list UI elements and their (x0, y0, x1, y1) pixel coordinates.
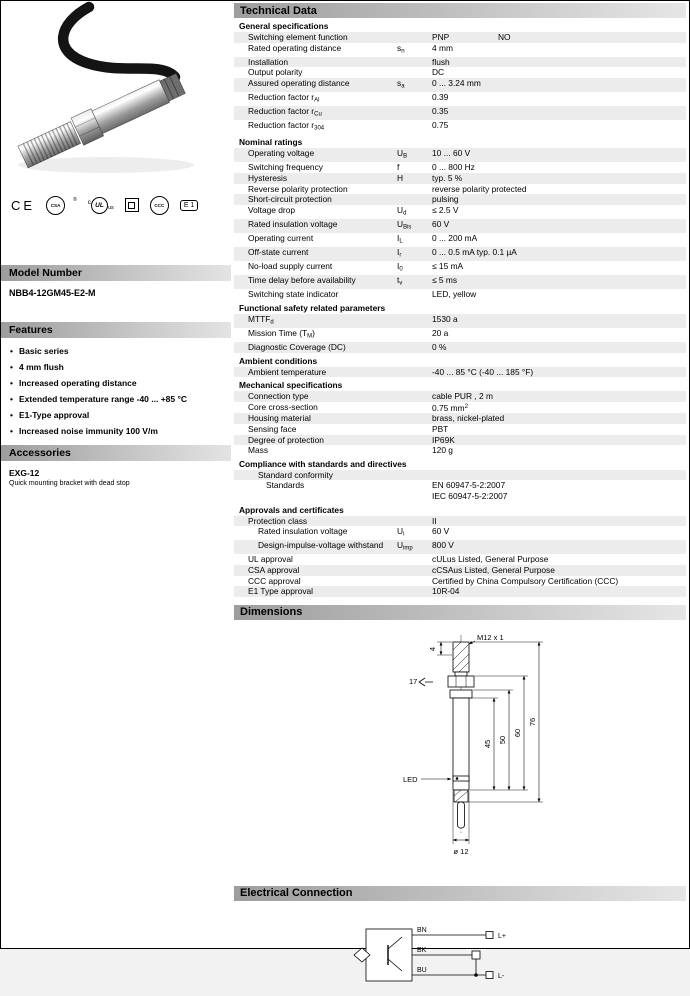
spec-label: CCC approval (248, 575, 301, 586)
ul-label: UL (91, 197, 108, 214)
spec-row (234, 586, 686, 597)
e1-approval-icon: E 1 (180, 200, 199, 211)
section-title: Mechanical specifications (239, 380, 343, 391)
registered-mark: ® (73, 197, 77, 203)
spec-symbol: $t_v$ (397, 275, 403, 287)
spec-row (234, 554, 686, 565)
spec-symbol (397, 470, 432, 481)
right-column (234, 1, 690, 993)
features-list (9, 346, 214, 437)
spec-row (234, 314, 686, 328)
dimension-label-50: 50 (498, 735, 507, 744)
spec-label: Assured operating distance (248, 77, 350, 88)
spec-value: 4 mm (432, 42, 453, 53)
wire-label-bk: BK (417, 946, 427, 954)
spec-label: Standard conformity (258, 469, 333, 480)
accessory-name: EXG-12 (9, 468, 40, 478)
spec-value: EN 60947-5-2:2007 IEC 60947-5-2:2007 (432, 480, 508, 501)
spec-label: Output polarity (248, 67, 303, 78)
spec-label: CSA approval (248, 564, 300, 575)
dimension-figure (351, 630, 591, 878)
spec-symbol: f (397, 162, 400, 173)
spec-label: Operating voltage (248, 148, 315, 159)
spec-row (234, 328, 686, 342)
spec-symbol: $I_0$ (397, 261, 403, 273)
spec-value: cCSAus Listed, General Purpose (432, 564, 555, 575)
protection-class2-icon (125, 198, 139, 212)
spec-label: UL approval (248, 554, 293, 565)
spec-label: Design-impulse-voltage withstand (258, 540, 384, 551)
dimension-chain (469, 642, 543, 802)
spec-label: Rated insulation voltage (258, 526, 348, 537)
product-photo (1, 1, 233, 191)
technical-data-table (234, 21, 686, 597)
feature-item: • Extended temperature range -40 ... +85 °C (9, 394, 214, 405)
spec-label: $MTTF_d$ (248, 313, 274, 326)
spec-row (234, 219, 686, 233)
spec-row (234, 261, 686, 275)
terminal-label-lplus: L+ (498, 932, 506, 940)
svg-text:LED: LED (403, 774, 418, 784)
spec-value: 800 V (432, 540, 454, 551)
spec-label: Rated operating distance (248, 42, 342, 53)
accessory-description: Quick mounting bracket with dead stop (9, 480, 130, 487)
spec-symbol (397, 576, 432, 587)
spec-symbol (397, 92, 432, 106)
spec-value: 0.35 (432, 106, 449, 117)
spec-symbol (397, 402, 432, 414)
spec-symbol (397, 67, 432, 78)
section-title: Compliance with standards and directives (239, 458, 407, 469)
spec-value: ≤ 15 mA (432, 261, 464, 272)
spec-label: Reduction factor $r_{304}$ (248, 120, 325, 132)
spec-row (234, 480, 686, 501)
cul-us-logo-icon (88, 197, 114, 214)
spec-symbol: $s_a$ (397, 77, 405, 90)
spec-value: LED, yellow (432, 289, 477, 300)
spec-symbol (397, 328, 432, 342)
spec-row (234, 516, 686, 527)
spec-symbol: $U_{imp}$ (397, 540, 413, 552)
spec-value: II (432, 515, 437, 526)
spec-value: 0 ... 3.24 mm (432, 77, 481, 88)
spec-value: ≤ 5 ms (432, 275, 458, 286)
spec-symbol (397, 314, 432, 328)
spec-row (234, 402, 686, 414)
section-title: Nominal ratings (239, 137, 303, 148)
spec-symbol (397, 106, 432, 120)
accessories-header: Accessories (1, 445, 231, 461)
spec-label: Installation (248, 56, 289, 67)
spec-value: 10R-04 (432, 586, 460, 597)
feature-item: • E1-Type approval (9, 410, 214, 421)
spec-row (234, 205, 686, 219)
spec-label: Ambient temperature (248, 366, 327, 377)
spec-symbol (397, 586, 432, 597)
feature-item: • Increased operating distance (9, 378, 214, 389)
wiring-figure (344, 919, 544, 991)
dimension-17 (409, 677, 433, 686)
spec-label: Operating current (248, 232, 314, 243)
spec-symbol (397, 516, 432, 527)
spec-label: Switching frequency (248, 162, 323, 173)
ccc-logo-icon: CCC (150, 196, 169, 215)
spec-value: 120 g (432, 445, 453, 456)
spec-value: 0.39 (432, 91, 449, 102)
spec-symbol: $I_r$ (397, 247, 402, 259)
spec-value: -40 ... 85 °C (-40 ... 185 °F) (432, 366, 534, 377)
spec-row (234, 92, 686, 106)
spec-value: reverse polarity protected (432, 183, 527, 194)
dimension-drawing (234, 620, 686, 882)
spec-symbol (397, 554, 432, 565)
ul-us-label: us (108, 204, 114, 211)
svg-text:4: 4 (428, 646, 437, 651)
spec-row (234, 120, 686, 134)
spec-row (234, 43, 686, 57)
spec-row (234, 106, 686, 120)
section-title: General specifications (239, 21, 329, 31)
spec-symbol: $U_i$ (397, 526, 405, 538)
section-title: Approvals and certificates (239, 504, 344, 515)
spec-label: Protection class (248, 515, 308, 526)
section-title: Functional safety related parameters (239, 302, 386, 313)
dimension-label-45: 45 (483, 739, 492, 748)
spec-symbol (397, 413, 432, 424)
spec-row (234, 413, 686, 424)
spec-row (234, 233, 686, 247)
feature-item: • 4 mm flush (9, 362, 214, 373)
spec-symbol (397, 480, 432, 501)
spec-label: Sensing face (248, 424, 297, 435)
spec-label: Switching state indicator (248, 289, 339, 300)
feature-item: • Increased noise immunity 100 V/m (9, 426, 214, 437)
spec-value: 60 V (432, 218, 450, 229)
spec-symbol (397, 424, 432, 435)
spec-value: DC (432, 67, 445, 78)
spec-row (234, 67, 686, 78)
spec-value: 0.75 (432, 120, 449, 131)
dimension-label-thread: M12 x 1 (477, 632, 504, 642)
spec-value: 20 a (432, 327, 449, 338)
sensor-body (17, 70, 187, 171)
spec-label: Housing material (248, 413, 311, 424)
spec-label: E1 Type approval (248, 586, 314, 597)
spec-row (234, 445, 686, 456)
spec-row (234, 275, 686, 289)
spec-label: Off-state current (248, 247, 309, 257)
spec-row (234, 435, 686, 446)
spec-row (234, 162, 686, 173)
spec-row (234, 32, 686, 43)
spec-symbol: H (397, 172, 404, 183)
spec-value: 0.75 $mm^2$ (432, 402, 468, 413)
spec-symbol (397, 289, 432, 300)
spec-label: Diagnostic Coverage (DC) (248, 342, 346, 353)
spec-symbol (397, 194, 432, 205)
spec-row (234, 470, 686, 481)
spec-row (234, 247, 686, 261)
spec-row (234, 57, 686, 68)
spec-row (234, 289, 686, 300)
spec-symbol (397, 120, 432, 134)
spec-label: Reduction factor $r_{Al}$ (248, 91, 320, 104)
spec-symbol (397, 391, 432, 402)
model-number-value: NBB4-12GM45-E2-M (9, 288, 96, 298)
dimension-label-diameter: ø 12 (453, 846, 469, 856)
sensor-photo-illustration (1, 5, 227, 187)
spec-label: Hysteresis (248, 172, 288, 183)
spec-row (234, 342, 686, 353)
certification-icons (1, 191, 233, 219)
section-title: Ambient conditions (239, 355, 318, 366)
spec-symbol (397, 184, 432, 195)
spec-value: ≤ 2.5 V (432, 204, 459, 215)
spec-symbol: $I_L$ (397, 232, 403, 245)
spec-symbol: $s_n$ (397, 42, 405, 55)
sensor-outline (448, 642, 474, 828)
technical-data-header: Technical Data (234, 3, 686, 18)
spec-label: Mission Time $(T_M)$ (248, 327, 315, 340)
spec-symbol (397, 435, 432, 446)
spec-label: Standards (266, 480, 305, 491)
spec-value: 1530 a (432, 313, 458, 324)
spec-row (234, 78, 686, 92)
spec-row (234, 424, 686, 435)
spec-value: pulsing (432, 194, 459, 205)
spec-value: Certified by China Compulsory Certification (CCC) (432, 575, 619, 586)
spec-value: PBT (432, 424, 449, 435)
spec-value: flush (432, 56, 450, 67)
spec-row (234, 540, 686, 554)
dimensions-header: Dimensions (234, 605, 686, 620)
spec-label: Switching element function (248, 32, 348, 42)
spec-symbol (397, 57, 432, 68)
electrical-connection-diagram (234, 901, 686, 993)
ul-c-label: c (87, 198, 91, 206)
spec-row (234, 565, 686, 576)
led-callout (403, 775, 451, 784)
spec-value: cable PUR , 2 m (432, 391, 493, 402)
spec-value: cULus Listed, General Purpose (432, 554, 549, 565)
terminal-label-lminus: L- (498, 972, 505, 980)
spec-symbol (397, 32, 432, 43)
spec-label: Core cross-section (248, 401, 318, 412)
spec-row (234, 148, 686, 162)
spec-label: Reduction factor $r_{Cu}$ (248, 106, 322, 118)
dimension-label-60: 60 (513, 728, 522, 737)
spec-value (432, 470, 686, 481)
sensor-cable (63, 7, 175, 77)
electrical-connection-header: Electrical Connection (234, 886, 686, 901)
spec-row (234, 391, 686, 402)
wire-label-bn: BN (417, 926, 427, 934)
wrench-icon (419, 678, 433, 686)
spec-value: IP69K (432, 434, 455, 445)
spec-label: Mass (248, 445, 269, 456)
ce-mark-icon: CE (11, 197, 36, 213)
spec-row (234, 367, 686, 378)
spec-row (234, 173, 686, 184)
spec-label: Reverse polarity protection (248, 183, 348, 194)
wire-label-bu: BU (417, 966, 427, 974)
spec-value: PNP NO (432, 32, 511, 42)
spec-value: 0 ... 200 mA (432, 232, 478, 243)
spec-value: brass, nickel-plated (432, 413, 505, 424)
spec-value: 0 % (432, 342, 447, 353)
spec-value: 10 ... 60 V (432, 148, 471, 159)
feature-item: • Basic series (9, 346, 214, 357)
svg-text:17: 17 (409, 676, 418, 686)
spec-row (234, 576, 686, 587)
spec-value: 0 ... 0.5 mA typ. 0.1 µA (432, 247, 517, 257)
spec-value: typ. 5 % (432, 172, 463, 183)
spec-symbol: $U_d$ (397, 204, 407, 217)
spec-label: Rated insulation voltage (248, 218, 338, 229)
spec-label: Time delay before availability (248, 275, 356, 286)
csa-logo-icon: CSA (46, 196, 65, 215)
spec-row (234, 184, 686, 195)
dimension-label-76: 76 (528, 717, 537, 726)
spec-value: 60 V (432, 526, 450, 537)
dimension-4 (428, 642, 452, 655)
spec-label: Connection type (248, 391, 309, 402)
spec-symbol: $U_{Bis}$ (397, 218, 412, 231)
spec-symbol (397, 367, 432, 378)
spec-row (234, 526, 686, 540)
left-column (1, 1, 233, 487)
spec-label: Voltage drop (248, 204, 296, 215)
spec-symbol (397, 565, 432, 576)
spec-symbol: $U_B$ (397, 148, 408, 160)
spec-value: 0 ... 800 Hz (432, 162, 475, 173)
spec-row (234, 194, 686, 205)
spec-label: Degree of protection (248, 434, 324, 445)
spec-label: No-load supply current (248, 261, 333, 272)
spec-symbol (397, 445, 432, 456)
spec-label: Short-circuit protection (248, 194, 332, 205)
spec-symbol (397, 342, 432, 353)
features-header: Features (1, 322, 231, 338)
model-number-header: Model Number (1, 265, 231, 281)
